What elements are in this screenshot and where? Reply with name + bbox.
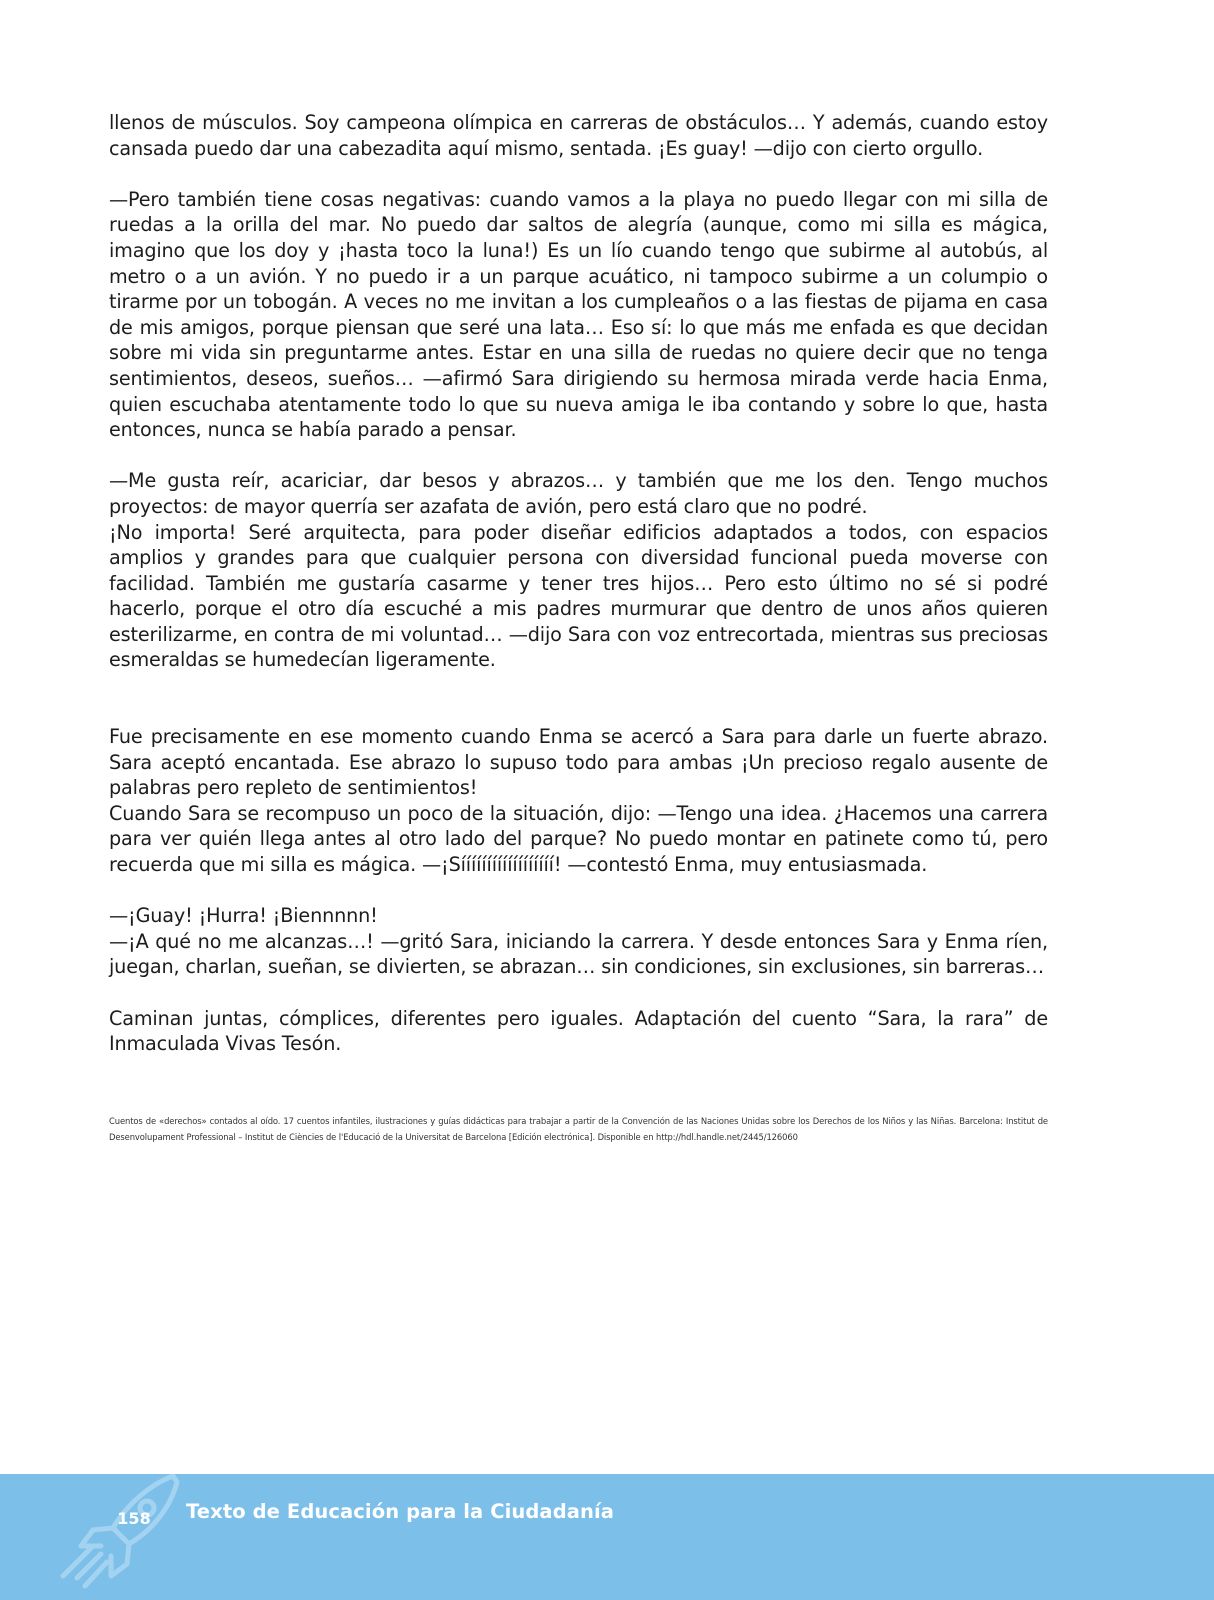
paragraph-1: llenos de músculos. Soy campeona olímpica en carreras de obstáculos… Y además, cuando estoy cansada puedo dar una cabezadita aquí mismo, sentada. ¡Es guay! —dijo con cierto orgullo. — [109, 111, 1048, 160]
paragraph-7: —¡Guay! ¡Hurra! ¡Biennnnn! — [109, 904, 378, 928]
paragraph-5: Fue precisamente en ese momento cuando Enma se acercó a Sara para darle un fuerte abrazo. Sara aceptó encantada. Ese abrazo lo supuso todo para ambas ¡Un precioso regalo ausente de palabras pero repleto de sentimientos! — [109, 725, 1048, 800]
paragraph-9: Caminan juntas, cómplices, diferentes pero iguales. Adaptación del cuento “Sara, la rara” de Inmaculada Vivas Tesón. — [109, 1006, 1048, 1056]
source-footnote: Cuentos de «derechos» contados al oído. 17 cuentos infantiles, ilustraciones y guías didácticas para trabajar a partir de la Convención de las Naciones Unidas sobre los Derechos de los Niños y las Niñas. Barcelona: Institut de Desenvolupament Professional – Institut de Ciències de l'Educació de la Universitat de Barcelona [Edición electrónica]. Disponible en http://hdl.handle.net/2445/126060 — [109, 1116, 1048, 1142]
paragraph-spacer — [109, 878, 1048, 904]
paragraph-2: —Pero también tiene cosas negativas: cuando vamos a la playa no puedo llegar con mi silla de ruedas a la orilla del mar. No puedo dar saltos de alegría (aunque, como mi silla es mágica, imagino que los doy y ¡hasta toco la luna!) Es un lío cuando tengo que subirme al autobús, al metro o a un avión. Y no puedo ir a un parque acuático, ni tampoco subirme a un columpio o tirarme por un tobogán. A veces no me invitan a los cumpleaños o a las fiestas de pijama en casa de mis amigos, porque piensan que seré una lata… Eso sí: lo que más me enfada es que decidan sobre mi vida sin preguntarme antes. Estar en una silla de ruedas no quiere decir que no tenga sentimientos, deseos, sueños… —afirmó Sara dirigiendo su hermosa mirada verde hacia Enma, quien escuchaba atentamente todo lo que su nueva amiga le iba contando y sobre lo que, hasta entonces, nunca se había parado a pensar. — [109, 187, 1048, 442]
story-text — [109, 110, 1048, 1057]
paragraph-spacer — [109, 673, 1048, 724]
paragraph-spacer — [109, 161, 1048, 187]
paragraph-spacer — [109, 443, 1048, 469]
paragraph-spacer — [109, 980, 1048, 1006]
page-number: 158 — [117, 1509, 151, 1528]
paragraph-3: —Me gusta reír, acariciar, dar besos y abrazos… y también que me los den. Tengo muchos proyectos: de mayor querría ser azafata de avión, pero está claro que no podré. — [109, 469, 1048, 518]
paragraph-6: Cuando Sara se recompuso un poco de la situación, dijo: —Tengo una idea. ¿Hacemos una carrera para ver quién llega antes al otro lado del parque? No puedo montar en patinete como tú, pero recuerda que mi silla es mágica. —¡Síííííííííííííííííí! —contestó Enma, muy entusiasmada. — [109, 801, 1048, 877]
rocket-icon — [55, 1474, 185, 1600]
footer-title: Texto de Educación para la Ciudadanía — [186, 1500, 615, 1523]
paragraph-4: ¡No importa! Seré arquitecta, para poder diseñar edificios adaptados a todos, con espacios amplios y grandes para que cualquier persona con diversidad funcional pueda moverse con facilidad. También me gustaría casarme y tener tres hijos… Pero esto último no sé si podré hacerlo, porque el otro día escuché a mis padres murmurar que dentro de unos años quieren esterilizarme, en contra de mi voluntad… —dijo Sara con voz entrecortada, mientras sus preciosas esmeraldas se humedecían ligeramente. — [109, 520, 1048, 672]
paragraph-8: —¡A qué no me alcanzas…! —gritó Sara, iniciando la carrera. Y desde entonces Sara y Enma ríen, juegan, charlan, sueñan, se divierten, se abrazan… sin condiciones, sin exclusiones, sin barreras… — [109, 929, 1048, 979]
